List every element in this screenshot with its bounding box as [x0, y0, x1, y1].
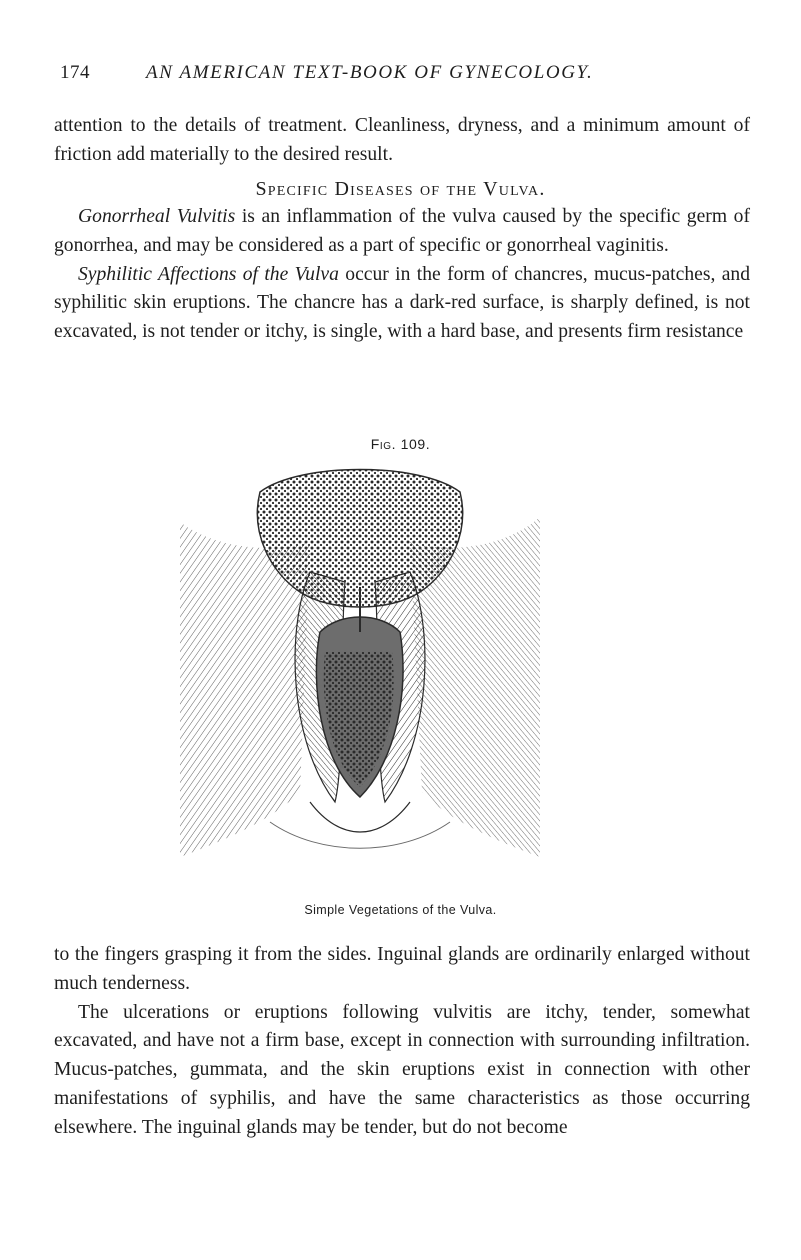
- page-number: 174: [60, 62, 90, 83]
- running-head: [60, 60, 750, 90]
- paragraph-lead: Gonorrheal Vulvitis: [78, 206, 236, 227]
- book-title: AN AMERICAN TEXT-BOOK OF GYNECOLOGY.: [146, 62, 594, 83]
- continued-paragraph: [54, 112, 750, 170]
- paragraph-text: attention to the details of treatment. Cleanliness, dryness, and a minimum amount of friction add materially to the desired result.: [54, 115, 750, 165]
- paragraph-syphilitic-affections: [54, 261, 750, 347]
- section-paragraphs: [54, 203, 750, 347]
- paragraph-gonorrheal-vulvitis: [54, 203, 750, 261]
- after-figure-text: [54, 941, 750, 1143]
- paragraph-lead: Syphilitic Affections of the Vulva: [78, 263, 339, 285]
- paragraph-text: occur in the form of chancres, mucus-patches, and syphilitic skin eruptions. The chancre has a dark-red surface, is sharply defined, is not excavated, is not tender or itchy, is single, with a hard base, and presents firm resistance: [54, 263, 750, 343]
- paragraph-ulcerations: The ulcerations or eruptions following vulvitis are itchy, tender, somewhat excavated, and have not a firm base, except in connection with surrounding infiltration. Mucus-patches, gummata, and the skin eruptions exist in connection with other manifestations of syphilis, and have the same characteristics as those occurring elsewhere. The inguinal glands may be tender, but do not become: [54, 1001, 750, 1138]
- vulva-engraving-illustration: [160, 462, 560, 862]
- section-heading: Specific Diseases of the Vulva.: [255, 178, 546, 200]
- figure-illustration: [160, 462, 560, 862]
- figure-label: Fig. 109.: [370, 436, 431, 452]
- paragraph-text: is an inflammation of the vulva caused by the specific germ of gonorrhea, and may be considered as a part of specific or gonorrheal vaginitis.: [54, 206, 751, 256]
- figure-caption: Simple Vegetations of the Vulva.: [304, 903, 497, 917]
- paragraph-text: to the fingers grasping it from the sides. Inguinal glands are ordinarily enlarged without much tenderness.: [54, 944, 750, 994]
